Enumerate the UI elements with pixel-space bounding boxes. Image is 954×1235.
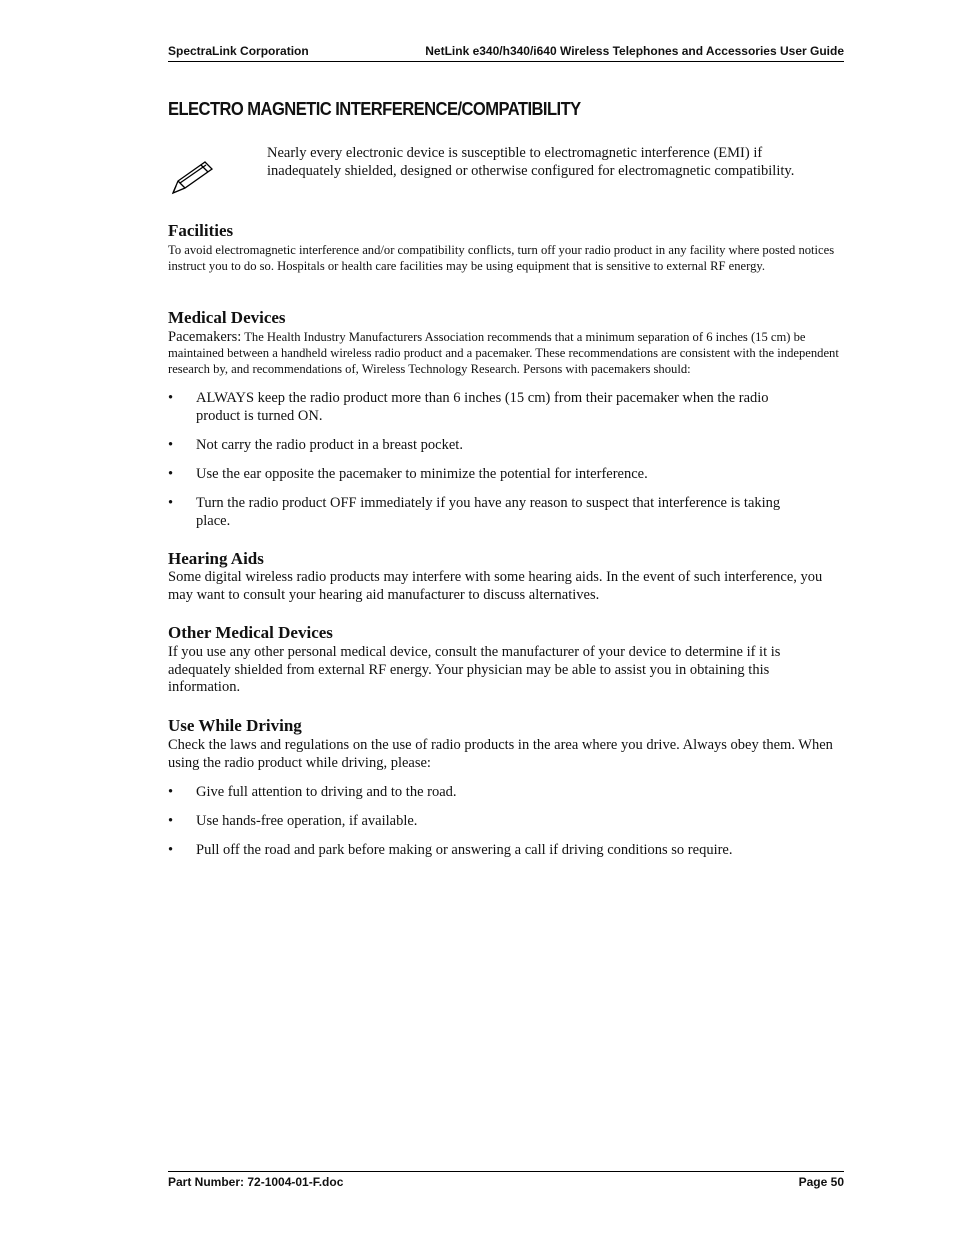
pencil-icon [170,160,216,196]
pacemakers-lead: Pacemakers: [168,329,242,345]
list-item: • Not carry the radio product in a breast pocket. [168,437,463,453]
list-item: • Give full attention to driving and to the road. [168,784,457,800]
page-header [168,44,844,62]
list-item: • Turn the radio product OFF immediately if you have any reason to suspect that interference is taking place. [168,495,781,529]
heading-hearing-aids: Hearing Aids [168,549,264,568]
note-text: Nearly every electronic device is susceptible to electromagnetic interference (EMI) if inadequately shielded, designed or otherwise configured for electromagnetic compatibility. [267,145,795,179]
footer-part-number: Part Number: 72-1004-01-F.doc [168,1175,344,1189]
list-item: • Pull off the road and park before making or answering a call if driving conditions so require. [168,842,733,858]
other-text: If you use any other personal medical device, consult the manufacturer of your device to determine if it is adequately shielded from external RF energy. Your physician may be able to assist you in obtaining this information. [168,644,781,695]
header-doc-title: NetLink e340/h340/i640 Wireless Telephones and Accessories User Guide [425,44,844,58]
heading-facilities: Facilities [168,221,234,240]
facilities-text: To avoid electromagnetic interference and/or compatibility conflicts, turn off your radio product in any facility where posted notices instruct you to do so. Hospitals or health care facilities may be using equipment that is sensitive to external RF energy. [168,243,835,273]
pacemakers-text: The Health Industry Manufacturers Association recommends that a minimum separation of 6 inches (15 cm) be maintained between a handheld wireless radio product and a pacemaker. These recommendations are consistent with the independent research by, and recommendations of, Wireless Technology Research. Persons with pacemakers should: [168,330,839,376]
list-item: • Use the ear opposite the pacemaker to minimize the potential for interference. [168,466,648,482]
medical-text [168,329,844,377]
heading-other-medical: Other Medical Devices [168,623,333,642]
footer-page-number: Page 50 [798,1175,844,1189]
page-footer [168,1171,844,1189]
driving-text: Check the laws and regulations on the use of radio products in the area where you drive. Always obey them. When using the radio product while driving, please: [168,737,833,771]
list-item: • ALWAYS keep the radio product more than 6 inches (15 cm) from their pacemaker when the radio product is turned ON. [168,390,769,424]
section-title: ELECTRO MAGNETIC INTERFERENCE/COMPATIBILITY [168,99,581,119]
hearing-text: Some digital wireless radio products may interfere with some hearing aids. In the event of such interference, you may want to consult your hearing aid manufacturer to discuss alternatives. [168,569,823,603]
heading-driving: Use While Driving [168,716,302,735]
list-item: • Use hands-free operation, if available. [168,813,418,829]
heading-medical-devices: Medical Devices [168,308,286,327]
header-company: SpectraLink Corporation [168,44,309,58]
